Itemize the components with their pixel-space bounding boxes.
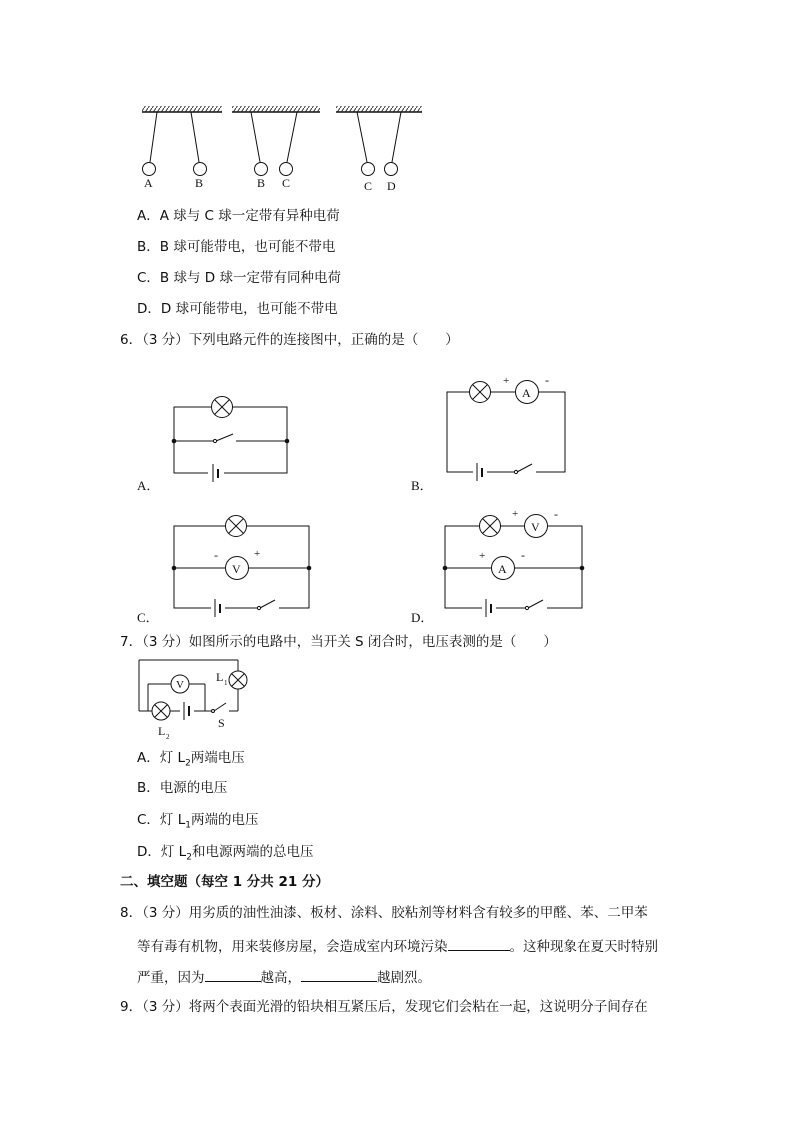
ceiling-3: [336, 106, 422, 112]
circuit-c-plus: +: [254, 548, 261, 560]
ball-C: [280, 163, 293, 176]
q8-blank-1[interactable]: [448, 936, 510, 951]
q7-option-b[interactable]: B．电源的电压: [137, 780, 228, 796]
circuit-d-minus-top: -: [554, 507, 558, 521]
q7-l2-sub: 2: [166, 733, 170, 741]
q7-l1-sub: 1: [224, 679, 228, 687]
circuit-d-ammeter-letter: A: [498, 562, 507, 576]
label-D: D: [387, 179, 396, 193]
circuit-a-label: A．: [137, 478, 160, 493]
q7-l1-letter: L: [216, 670, 224, 684]
ball-A: [143, 163, 156, 176]
circuit-b-label: B．: [411, 478, 433, 493]
ceiling-2: [232, 106, 320, 112]
q5-option-a[interactable]: A．A 球与 C 球一定带有异种电荷: [137, 208, 340, 224]
label-B: B: [195, 176, 204, 190]
q7-option-c[interactable]: C．灯 $L_1$两端的电压: [137, 812, 259, 831]
circuit-c-label: C．: [137, 610, 159, 625]
q5-figure: [0, 0, 794, 200]
q8-blank-3[interactable]: [301, 967, 377, 982]
q6-circuits: [0, 360, 794, 660]
q7-option-a[interactable]: A．灯 $L_2$两端电压: [137, 750, 245, 769]
circuit-d-label: D．: [411, 610, 434, 625]
q8-line-1: 8．（3 分）用劣质的油性油漆、板材、涂料、胶粘剂等材料含有较多的甲醛、苯、二甲苯: [120, 905, 648, 921]
circuit-d: [443, 507, 585, 617]
circuit-d-voltmeter-letter: V: [531, 520, 540, 534]
thread-B: [191, 112, 199, 162]
thread-C: [287, 112, 297, 162]
circuit-d-plus-mid: +: [479, 550, 486, 562]
section-2-title: 二、填空题（每空 1 分共 21 分）: [120, 874, 329, 890]
q8-line-3: 严重，因为 越高， 越剧烈。: [137, 967, 431, 987]
q5-option-b[interactable]: B．B 球可能带电，也可能不带电: [137, 239, 336, 255]
circuit-c-minus: -: [214, 548, 218, 562]
circuit-d-minus-mid: -: [521, 548, 525, 562]
label-B2: B: [257, 176, 266, 190]
q5-option-c[interactable]: C．B 球与 D 球一定带有同种电荷: [137, 270, 341, 286]
q7-stem: 7．（3 分）如图所示的电路中，当开关 S 闭合时，电压表测的是（ ）: [120, 634, 557, 650]
circuit-d-plus-top: +: [512, 508, 519, 520]
circuit-b-minus: -: [545, 373, 549, 387]
thread-C2: [357, 112, 367, 162]
q7-voltmeter-letter: V: [176, 679, 184, 691]
thread-D: [392, 112, 401, 162]
q7-switch-letter: S: [218, 716, 225, 730]
ceiling-1: [142, 106, 222, 112]
ball-D: [385, 163, 398, 176]
q5-option-d[interactable]: D．D 球可能带电，也可能不带电: [137, 301, 338, 317]
circuit-a: [172, 397, 290, 483]
label-C: C: [282, 176, 291, 190]
circuit-c-voltmeter-letter: V: [232, 562, 241, 576]
label-C2: C: [364, 179, 373, 193]
ball-B2: [255, 163, 268, 176]
circuit-b: [447, 373, 565, 481]
thread-B2: [251, 112, 260, 162]
circuit-b-ammeter-letter: A: [522, 386, 531, 400]
q7-circuit: [0, 655, 228, 745]
q8-line-2: 等有毒有机物，用来装修房屋，会造成室内环境污染 。这种现象在夏天时特别: [137, 936, 658, 956]
q8-blank-2[interactable]: [205, 967, 261, 982]
q9-line-1: 9．（3 分）将两个表面光滑的铅块相互紧压后，发现它们会粘在一起，这说明分子间存在: [120, 999, 648, 1015]
circuit-c: [172, 516, 312, 618]
q7-l2-letter: L: [158, 724, 166, 738]
thread-A: [150, 112, 157, 162]
circuit-b-plus: +: [503, 375, 510, 387]
label-A: A: [144, 176, 153, 190]
q6-stem: 6．（3 分）下列电路元件的连接图中，正确的是（ ）: [120, 332, 459, 348]
ball-C2: [362, 163, 375, 176]
ball-B: [194, 163, 207, 176]
q7-option-d[interactable]: D．灯 $L_2$和电源两端的总电压: [137, 844, 314, 863]
